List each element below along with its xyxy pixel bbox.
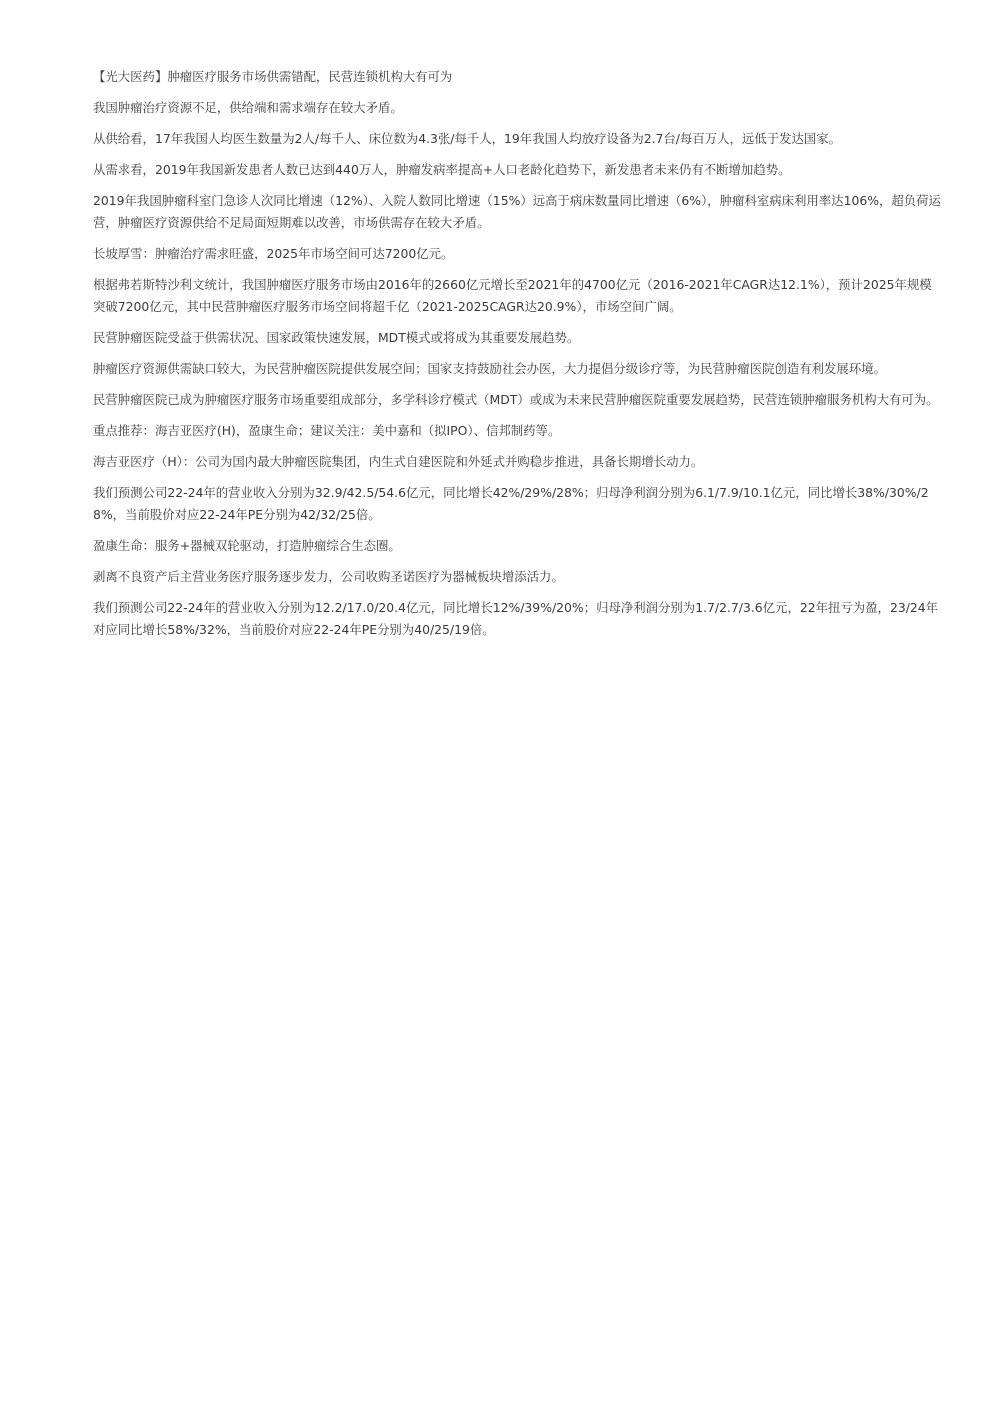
document-title: 【光大医药】肿瘤医疗服务市场供需错配，民营连锁机构大有可为	[93, 69, 453, 84]
paragraph: 我们预测公司22-24年的营业收入分别为12.2/17.0/20.4亿元，同比增长12%/39%/20%；归母净利润分别为1.7/2.7/3.6亿元，22年扭亏为盈，23/24年对应同比增长58%/32%，当前股价对应22-24年PE分别为40/25/19倍。	[93, 600, 939, 637]
paragraph: 民营肿瘤医院受益于供需状况、国家政策快速发展，MDT模式或将成为其重要发展趋势。	[93, 330, 580, 345]
paragraph: 根据弗若斯特沙利文统计，我国肿瘤医疗服务市场由2016年的2660亿元增长至2021年的4700亿元（2016-2021年CAGR达12.1%），预计2025年规模突破7200亿元，其中民营肿瘤医疗服务市场空间将超千亿（2021-2025CAGR达20.9%），市场空间广阔。	[93, 277, 932, 314]
paragraph: 肿瘤医疗资源供需缺口较大，为民营肿瘤医院提供发展空间；国家支持鼓励社会办医，大力提倡分级诊疗等，为民营肿瘤医院创造有利发展环境。	[93, 361, 886, 376]
paragraph: 从需求看，2019年我国新发患者人数已达到440万人，肿瘤发病率提高+人口老龄化趋势下，新发患者未来仍有不断增加趋势。	[93, 162, 791, 177]
paragraph: 剥离不良资产后主营业务医疗服务逐步发力，公司收购圣诺医疗为器械板块增添活力。	[93, 569, 564, 584]
paragraph: 海吉亚医疗（H）：公司为国内最大肿瘤医院集团，内生式自建医院和外延式并购稳步推进，具备长期增长动力。	[93, 454, 704, 469]
paragraph: 民营肿瘤医院已成为肿瘤医疗服务市场重要组成部分，多学科诊疗模式（MDT）或成为未来民营肿瘤医院重要发展趋势，民营连锁肿瘤服务机构大有可为。	[93, 392, 939, 407]
document-body	[93, 66, 941, 650]
paragraph: 重点推荐：海吉亚医疗(H)，盈康生命；建议关注：美中嘉和（拟IPO）、信邦制药等。	[93, 423, 561, 438]
paragraph: 盈康生命：服务+器械双轮驱动，打造肿瘤综合生态圈。	[93, 538, 401, 553]
paragraph: 我国肿瘤治疗资源不足，供给端和需求端存在较大矛盾。	[93, 100, 403, 115]
paragraph: 我们预测公司22-24年的营业收入分别为32.9/42.5/54.6亿元，同比增长42%/29%/28%；归母净利润分别为6.1/7.9/10.1亿元，同比增长38%/30%/28%，当前股价对应22-24年PE分别为42/32/25倍。	[93, 485, 929, 522]
paragraph: 从供给看，17年我国人均医生数量为2人/每千人、床位数为4.3张/每千人，19年我国人均放疗设备为2.7台/每百万人，远低于发达国家。	[93, 131, 842, 146]
paragraph: 2019年我国肿瘤科室门急诊人次同比增速（12%）、入院人数同比增速（15%）远高于病床数量同比增速（6%），肿瘤科室病床利用率达106%，超负荷运营，肿瘤医疗资源供给不足局面短期难以改善，市场供需存在较大矛盾。	[93, 193, 941, 230]
paragraph: 长坡厚雪：肿瘤治疗需求旺盛，2025年市场空间可达7200亿元。	[93, 246, 454, 261]
